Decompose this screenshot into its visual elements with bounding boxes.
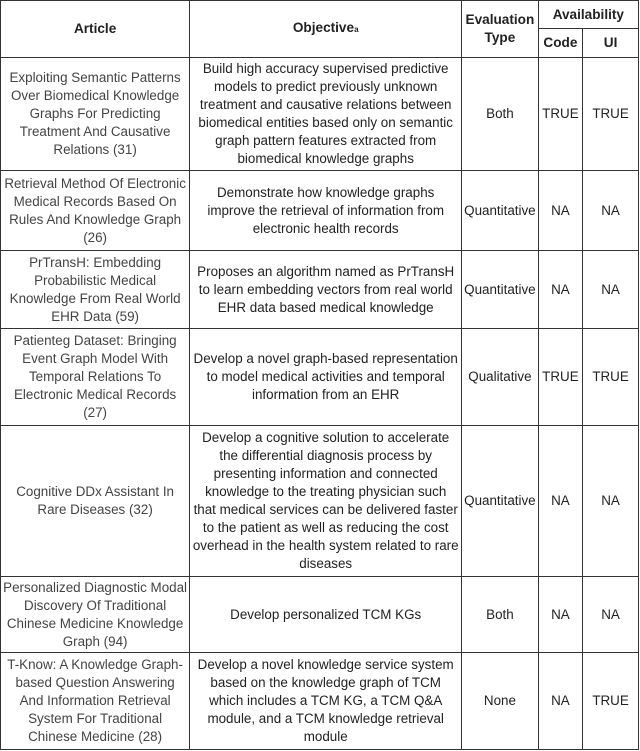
ui-availability-cell: TRUE <box>583 653 639 750</box>
ui-availability-cell: NA <box>583 577 639 653</box>
header-objective-label: Objective <box>292 20 355 35</box>
evaluation-type-cell: Qualitative <box>462 329 539 426</box>
code-availability-cell: NA <box>538 251 582 329</box>
table-row <box>1 329 639 426</box>
objective-cell: Proposes an algorithm named as PrTransH to learn embedding vectors from real world EHR data based medical knowledge <box>190 251 462 329</box>
evaluation-type-cell: Quantitative <box>462 251 539 329</box>
article-cell: Personalized Diagnostic Modal Discovery Of Traditional Chinese Medicine Knowledge Graph (94) <box>1 577 190 653</box>
table-row <box>1 251 639 329</box>
header-ui: UI <box>583 29 639 58</box>
table-row <box>1 426 639 577</box>
code-availability-cell: NA <box>538 171 582 251</box>
evaluation-type-cell: Quantitative <box>462 426 539 577</box>
ui-availability-cell: NA <box>583 171 639 251</box>
article-cell: Exploiting Semantic Patterns Over Biomedical Knowledge Graphs For Predicting Treatment And Causative Relations (31) <box>1 58 190 171</box>
article-cell: T-Know: A Knowledge Graph-based Question Answering And Information Retrieval System For Traditional Chinese Medicine (28) <box>1 653 190 750</box>
header-objective <box>190 1 462 58</box>
evaluation-type-cell: Quantitative <box>462 171 539 251</box>
ui-availability-cell: NA <box>583 251 639 329</box>
table-row <box>1 653 639 750</box>
code-availability-cell: NA <box>538 653 582 750</box>
header-availability: Availability <box>538 1 638 29</box>
article-cell: Patienteg Dataset: Bringing Event Graph Model With Temporal Relations To Electronic Medical Records (27) <box>1 329 190 426</box>
header-evaluation-type: Evaluation Type <box>462 1 539 58</box>
header-objective-note: a <box>354 25 359 34</box>
header-article: Article <box>1 1 190 58</box>
objective-cell: Develop a novel graph-based representation to model medical activities and temporal information from an EHR <box>190 329 462 426</box>
table-row <box>1 58 639 171</box>
code-availability-cell: TRUE <box>538 329 582 426</box>
code-availability-cell: NA <box>538 426 582 577</box>
ui-availability-cell: TRUE <box>583 58 639 171</box>
ui-availability-cell: TRUE <box>583 329 639 426</box>
header-code: Code <box>538 29 582 58</box>
article-cell: Cognitive DDx Assistant In Rare Diseases (32) <box>1 426 190 577</box>
objective-cell: Demonstrate how knowledge graphs improve the retrieval of information from electronic health records <box>190 171 462 251</box>
article-cell: Retrieval Method Of Electronic Medical Records Based On Rules And Knowledge Graph (26) <box>1 171 190 251</box>
table-row <box>1 171 639 251</box>
objective-cell: Develop a novel knowledge service system based on the knowledge graph of TCM which includes a TCM KG, a TCM Q&A module, and a TCM knowledge retrieval module <box>190 653 462 750</box>
ui-availability-cell: NA <box>583 426 639 577</box>
objective-cell: Build high accuracy supervised predictive models to predict previously unknown treatment and causative relations between biomedical entities based only on semantic graph pattern features extracted from biomedical knowledge graphs <box>190 58 462 171</box>
code-availability-cell: TRUE <box>538 58 582 171</box>
article-cell: PrTransH: Embedding Probabilistic Medical Knowledge From Real World EHR Data (59) <box>1 251 190 329</box>
evaluation-type-cell: Both <box>462 577 539 653</box>
objective-cell: Develop a cognitive solution to accelerate the differential diagnosis process by presenting information and connected knowledge to the treating physician such that medical services can be delivered faster to the patient as well as reducing the cost overhead in the health system related to rare diseases <box>190 426 462 577</box>
code-availability-cell: NA <box>538 577 582 653</box>
evaluation-type-cell: None <box>462 653 539 750</box>
table-row <box>1 577 639 653</box>
evaluation-type-cell: Both <box>462 58 539 171</box>
objective-cell: Develop personalized TCM KGs <box>190 577 462 653</box>
